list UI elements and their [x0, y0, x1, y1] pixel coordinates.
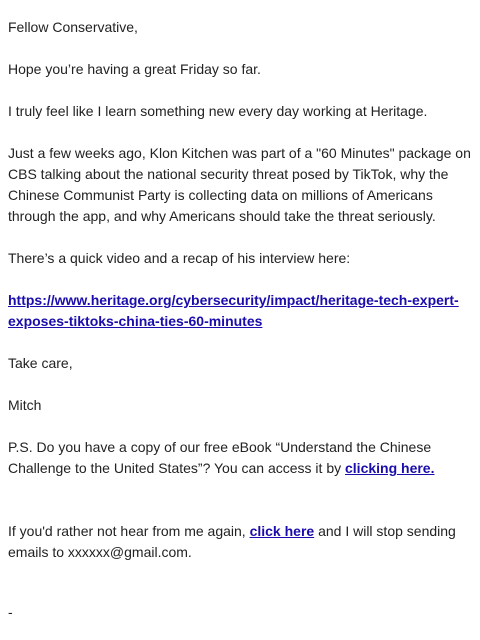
closing: Take care,	[8, 355, 73, 371]
heritage-article-link[interactable]: https://www.heritage.org/cybersecurity/impact/heritage-tech-expert-exposes-tiktoks-china-ties-60-minutes	[8, 292, 459, 329]
ps-paragraph	[8, 437, 472, 479]
learn-paragraph: I truly feel like I learn something new every day working at Heritage.	[8, 103, 428, 119]
klon-kitchen-paragraph: Just a few weeks ago, Klon Kitchen was part of a "60 Minutes" package on CBS talking about the national security threat posed by TikTok, why the Chinese Communist Party is collecting data on millions of Americans through the app, and why Americans should take the threat seriously.	[8, 145, 471, 224]
unsubscribe-link[interactable]: click here	[249, 523, 315, 539]
heritage-link-paragraph	[8, 290, 472, 332]
ebook-link[interactable]: clicking here.	[345, 460, 435, 476]
unsubscribe-paragraph	[8, 521, 472, 563]
footer-dash: -	[8, 604, 13, 620]
unsubscribe-prefix: If you'd rather not hear from me again,	[8, 523, 250, 539]
signature: Mitch	[8, 397, 42, 413]
friday-paragraph: Hope you’re having a great Friday so far.	[8, 61, 261, 77]
video-paragraph: There’s a quick video and a recap of his interview here:	[8, 250, 351, 266]
ps-text: P.S. Do you have a copy of our free eBook “Understand the Chinese Challenge to the United States”? You can access it by	[8, 439, 432, 476]
greeting: Fellow Conservative,	[8, 19, 138, 35]
unsubscribe-suffix: and I will stop sending emails to xxxxxx@gmail.com.	[8, 523, 456, 560]
